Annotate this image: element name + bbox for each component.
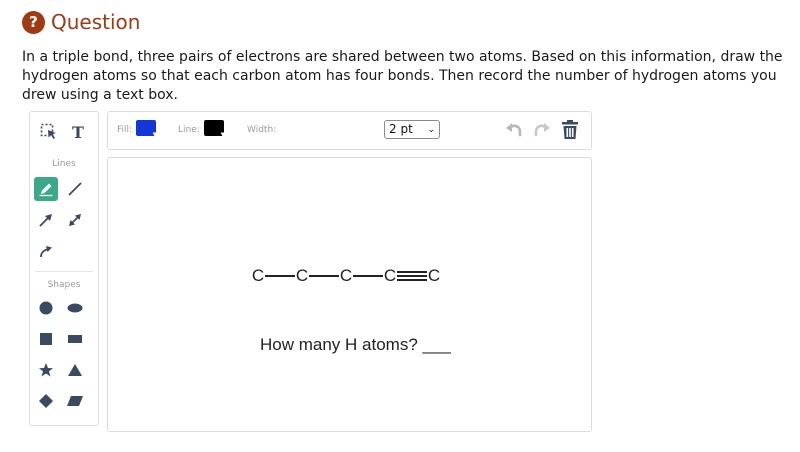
- chevron-down-icon: ⌄: [427, 125, 435, 135]
- width-label: Width:: [247, 125, 277, 135]
- diamond-icon[interactable]: [34, 389, 58, 413]
- triple-bond: [397, 265, 427, 287]
- carbon-atom: C: [427, 266, 441, 285]
- star-icon[interactable]: [34, 358, 58, 382]
- fill-color-swatch[interactable]: [136, 120, 158, 139]
- trash-icon[interactable]: [560, 119, 580, 141]
- width-select[interactable]: [384, 120, 440, 139]
- toolbox-divider: [35, 271, 93, 272]
- text-icon[interactable]: T: [72, 122, 84, 142]
- drawing-canvas[interactable]: [107, 157, 592, 432]
- square-icon[interactable]: [34, 327, 58, 351]
- single-bond: [353, 265, 383, 287]
- carbon-atom: C: [339, 266, 353, 285]
- pencil-icon[interactable]: [34, 177, 58, 201]
- parallelogram-icon[interactable]: [63, 389, 87, 413]
- line-color-swatch[interactable]: [204, 120, 226, 139]
- arrow-icon[interactable]: [34, 208, 58, 232]
- chevron-down-icon: ▼: [220, 131, 226, 139]
- chevron-down-icon: ▼: [152, 131, 158, 139]
- triangle-icon[interactable]: [63, 358, 87, 382]
- curved-arrow-icon[interactable]: [34, 239, 58, 263]
- fill-label: Fill:: [117, 125, 133, 135]
- carbon-chain: [251, 265, 441, 287]
- carbon-atom: C: [295, 266, 309, 285]
- select-icon[interactable]: [37, 120, 61, 144]
- style-toolbar: [107, 111, 592, 150]
- line-icon[interactable]: [63, 177, 87, 201]
- question-header: [22, 9, 140, 35]
- carbon-atom: C: [383, 266, 397, 285]
- single-bond: [265, 265, 295, 287]
- question-title: Question: [51, 10, 141, 34]
- redo-icon[interactable]: [532, 120, 552, 140]
- line-label: Line:: [178, 125, 200, 135]
- drawing-toolbox: [29, 111, 99, 426]
- question-prompt: In a triple bond, three pairs of electrons are shared between two atoms. Based on this information, draw the hydrogen atoms so that each carbon atom has four bonds. Then record the number of hydrogen atoms you drew using a text box.: [22, 49, 783, 103]
- shapes-section-label: Shapes: [47, 280, 81, 290]
- double-arrow-icon[interactable]: [63, 208, 87, 232]
- rectangle-icon[interactable]: [63, 327, 87, 351]
- hydrogen-count-question: How many H atoms? ___: [260, 335, 451, 354]
- undo-icon[interactable]: [504, 120, 524, 140]
- width-value: 2 pt: [389, 122, 413, 136]
- carbon-atom: C: [251, 266, 265, 285]
- ellipse-icon[interactable]: [63, 296, 87, 320]
- single-bond: [309, 265, 339, 287]
- lines-section-label: Lines: [52, 159, 76, 169]
- circle-icon[interactable]: [34, 296, 58, 320]
- question-badge-icon: ?: [22, 11, 45, 34]
